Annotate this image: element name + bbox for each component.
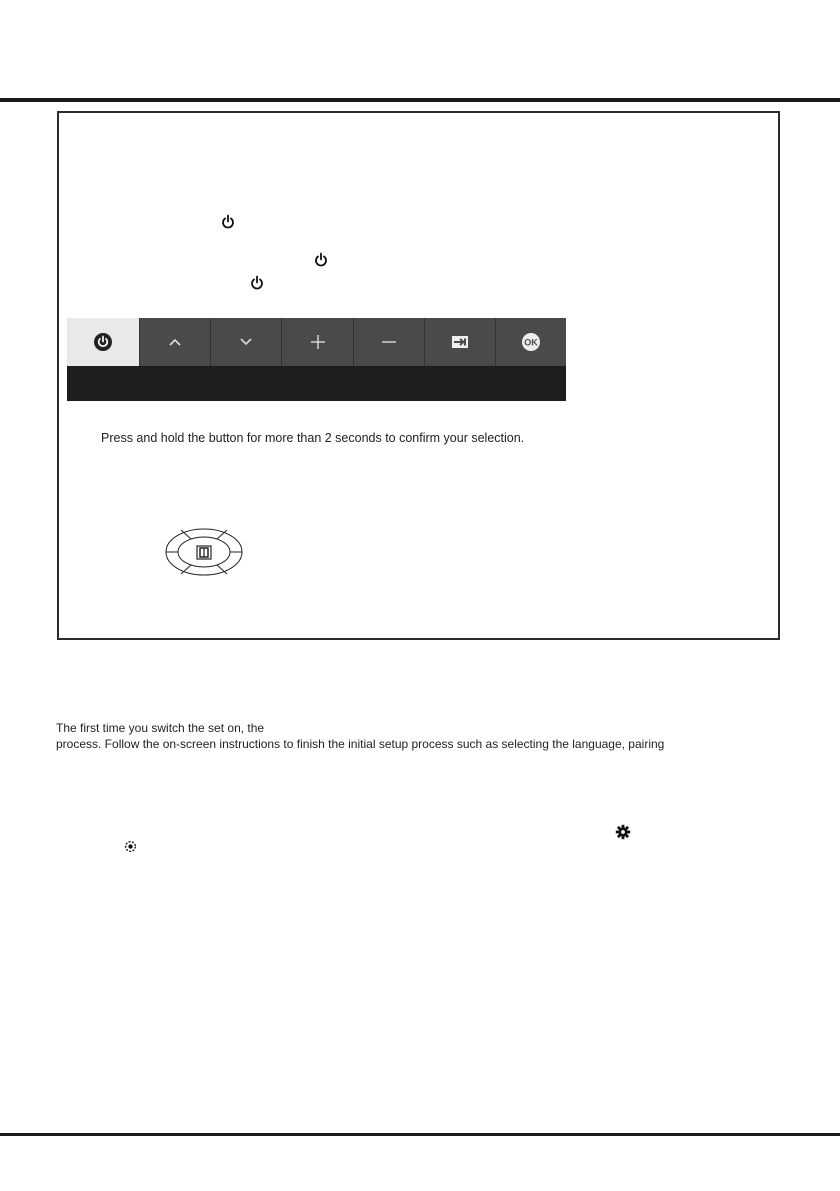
input-source-icon — [451, 335, 469, 349]
chevron-down-icon — [238, 336, 254, 348]
tv-control-menu — [67, 318, 566, 401]
tv-control-menu-buttons — [67, 318, 566, 366]
power-icon — [314, 252, 328, 268]
channel-up-button[interactable] — [140, 318, 211, 366]
body-text-line-2: process. Follow the on-screen instructions to finish the initial setup process such as selecting the language, pairing — [56, 737, 665, 751]
minus-icon — [381, 334, 397, 350]
body-text-line-1: The first time you switch the set on, the — [56, 721, 265, 735]
input-source-button[interactable] — [425, 318, 496, 366]
power-button-icon — [93, 332, 113, 352]
plus-icon — [310, 334, 326, 350]
power-icon — [250, 275, 264, 291]
channel-down-button[interactable] — [211, 318, 282, 366]
power-button[interactable] — [67, 318, 140, 366]
top-rule — [0, 98, 840, 102]
instruction-caption: Press and hold the button for more than 2 seconds to confirm your selection. — [101, 431, 525, 445]
chevron-up-icon — [167, 336, 183, 348]
volume-up-button[interactable] — [282, 318, 353, 366]
ok-icon — [521, 332, 541, 352]
ok-button[interactable] — [496, 318, 566, 366]
svg-text:OK: OK — [524, 337, 538, 348]
settings-gear-icon — [615, 824, 631, 840]
joystick-illustration — [164, 527, 244, 577]
volume-down-button[interactable] — [354, 318, 425, 366]
settings-outline-icon — [123, 839, 138, 854]
power-icon — [221, 214, 235, 230]
bottom-rule — [0, 1133, 840, 1136]
